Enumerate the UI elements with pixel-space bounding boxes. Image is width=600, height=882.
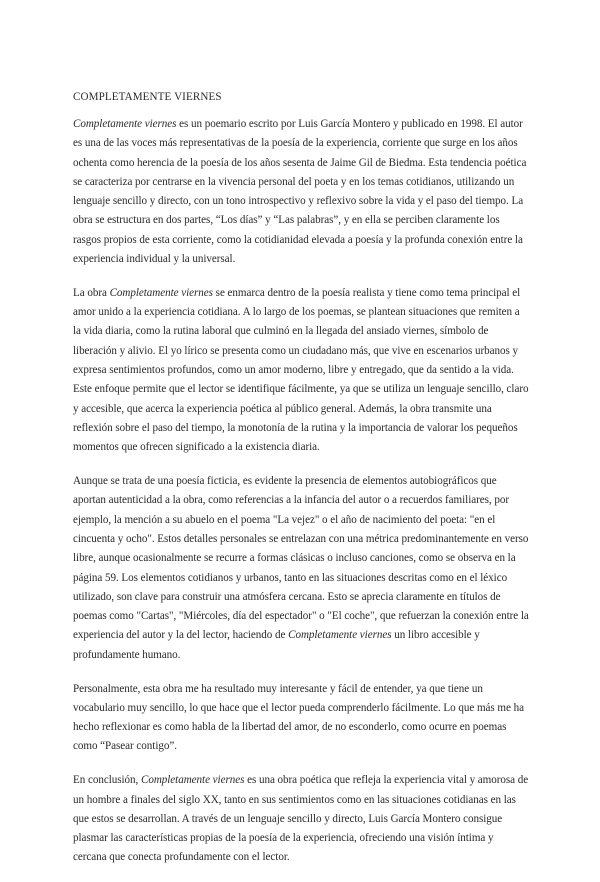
book-title-italic: Completamente viernes [288, 629, 392, 642]
document-title: COMPLETAMENTE VIERNES [73, 91, 222, 103]
book-title-italic: Completamente viernes [109, 286, 213, 299]
paragraph-1 [73, 115, 529, 269]
paragraph-text: un libro accesible y profundamente humano. [73, 629, 480, 661]
paragraph-text: es un poemario escrito por Luis García Montero y publicado en 1998. El autor es una de las voces más representativas de la poesía de la experiencia, corriente que surge en los años ochenta como herencia de la poesía de los años sesenta de Jaime Gil de Biedma. Esta tendencia poética se caracteriza por centrarse en la vivencia personal del poeta y en los temas cotidianos, utilizando un lenguaje sencillo y directo, con un tono introspectivo y reflexivo sobre la vida y el paso del tiempo. La obra se estructura en dos partes, “Los días” y “Las palabras”, y en ella se perciben claramente los rasgos propios de esta corriente, como la cotidianidad elevada a poesía y la profunda conexión entre la experiencia individual y la universal. [73, 118, 527, 266]
paragraph-5 [73, 771, 529, 867]
paragraph-text: Personalmente, esta obra me ha resultado muy interesante y fácil de entender, ya que tiene un vocabulario muy sencillo, lo que hace que el lector pueda comprenderlo fácilmente. Lo que más me ha hecho reflexionar es como habla de la libertad del amor, de no esconderlo, como ocurre en poemas como “Pasear contigo”. [73, 682, 524, 753]
paragraph-text: se enmarca dentro de la poesía realista y tiene como tema principal el amor unido a la experiencia cotidiana. A lo largo de los poemas, se plantean situaciones que remiten a la vida diaria, como la rutina laboral que culminó en la llegada del ansiado viernes, símbolo de liberación y alivio. El yo lírico se presenta como un ciudadano más, que vive en escenarios urbanos y expresa sentimientos profundos, como un amor moderno, libre y entregado, que da sentido a la vida. Este enfoque permite que el lector se identifique fácilmente, ya que se utiliza un lenguaje sencillo, claro y accesible, que acerca la experiencia poética al público general. Además, la obra transmite una reflexión sobre el paso del tiempo, la monotonía de la rutina y la importancia de valorar los pequeños momentos que ofrecen significado a la existencia diaria. [73, 286, 529, 454]
paragraph-2 [73, 284, 529, 458]
document-page [73, 88, 529, 882]
book-title-italic: Completamente viernes [140, 774, 245, 787]
paragraph-text: Aunque se trata de una poesía ficticia, es evidente la presencia de elementos autobiográficos que aportan autenticidad a la obra, como referencias a la infancia del autor o a recuerdos familiares, por ejemplo, la mención a su abuelo en el poema "La vejez" o el año de nacimiento del poeta: "en el cincuenta y ocho". Estos detalles personales se entrelazan con una métrica predominantemente en verso libre, aunque ocasionalmente se recurre a formas clásicas o incluso canciones, como se observa en la página 59. Los elementos cotidianos y urbanos, tanto en las situaciones descritas como en el léxico utilizado, son clave para construir una atmósfera cercana. Esto se aprecia claramente en títulos de poemas como "Cartas", "Miércoles, día del espectador" o "El coche", que refuerzan la conexión entre la experiencia del autor y la del lector, haciendo de [73, 475, 529, 642]
paragraph-text: En conclusión, [73, 774, 141, 787]
paragraph-text: La obra [73, 286, 110, 299]
book-title-italic: Completamente viernes [73, 118, 177, 130]
paragraph-3 [73, 472, 529, 665]
paragraph-text: es una obra poética que refleja la experiencia vital y amorosa de un hombre a finales del siglo XX, tanto en sus sentimientos como en las situaciones cotidianas en las que estos se desarrollan. A través de un lenguaje sencillo y directo, Luis García Montero consigue plasmar las características propias de la poesía de la experiencia, ofreciendo una visión íntima y cercana que conecta profundamente con el lector. [73, 774, 529, 864]
paragraph-4 [73, 680, 529, 757]
